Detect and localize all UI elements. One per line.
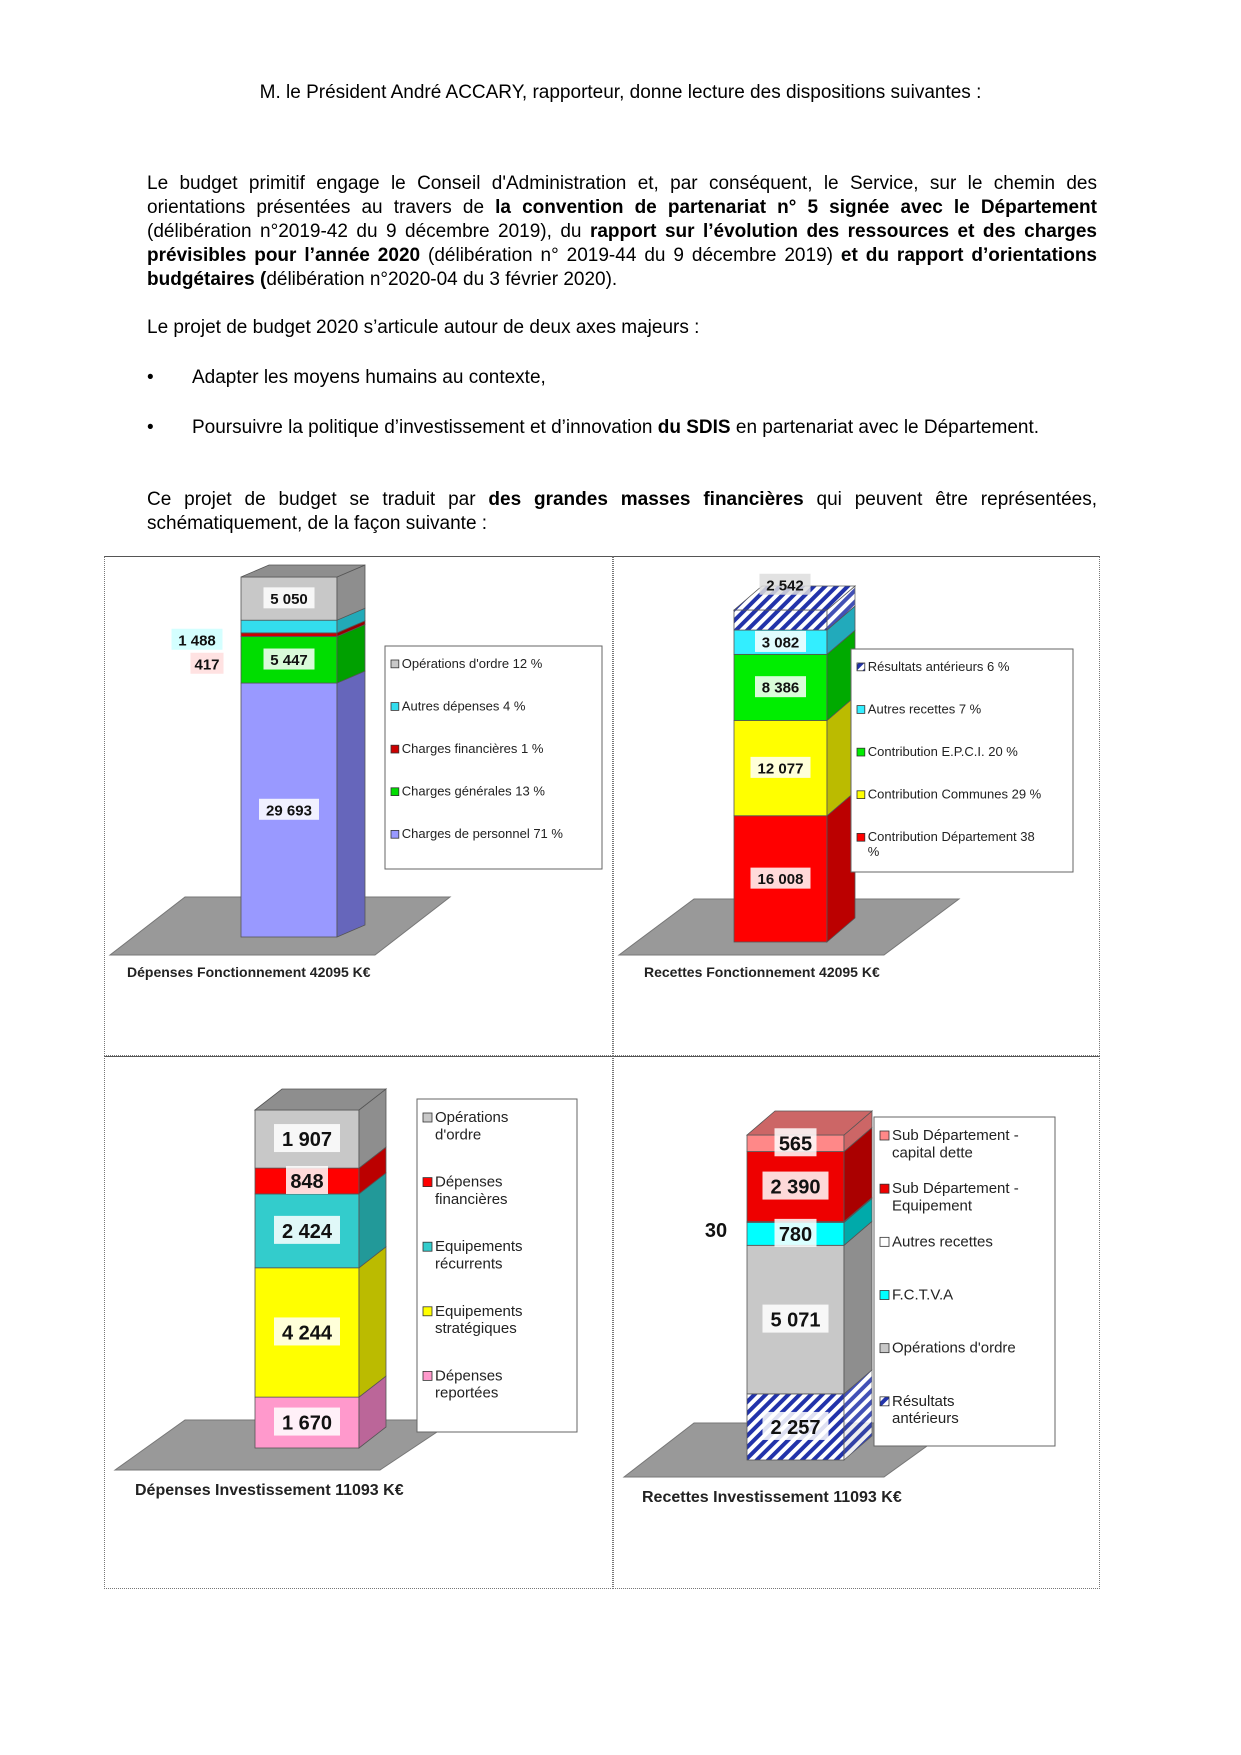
chart-title: Recettes Fonctionnement 42095 K€ (644, 964, 880, 980)
data-label: 30 (704, 1220, 728, 1242)
legend-entry-line: capital dette (892, 1144, 973, 1162)
segment-front (734, 610, 827, 630)
data-label: 1 907 (281, 1129, 333, 1152)
legend-swatch (857, 706, 865, 714)
charts-grid (104, 556, 1100, 1589)
data-label: 780 (778, 1223, 813, 1246)
data-label: 2 257 (770, 1416, 821, 1439)
legend-entry (435, 1303, 523, 1337)
legend-swatch (857, 748, 865, 756)
segment-side (337, 671, 365, 937)
p1-bold-3: et du rapport d’orientations budgétaires ( (147, 245, 1097, 290)
paragraph-budget-intro (147, 172, 1097, 292)
data-label: 3 082 (761, 634, 800, 652)
chart-legend (874, 1117, 1055, 1446)
data-label: 1 670 (281, 1412, 333, 1435)
data-label: 29 693 (266, 802, 312, 820)
p1-text-2: (délibération n°2019-42 du 9 décembre 2019), du (147, 221, 590, 242)
data-label: 2 542 (766, 577, 804, 595)
legend-entry (892, 1393, 959, 1427)
data-label: 2 424 (281, 1220, 333, 1243)
chart-svg (614, 557, 1101, 1057)
legend-entry-line: Equipement (892, 1197, 973, 1215)
paragraph-masses (147, 488, 1097, 536)
data-label: 12 077 (757, 760, 804, 778)
data-label: 2 390 (770, 1176, 821, 1199)
data-label: 4 244 (281, 1322, 333, 1345)
legend-entry (435, 1367, 503, 1401)
segment-front (241, 633, 337, 637)
bullet-icon: • (147, 367, 154, 388)
chart-depenses-fonctionnement (104, 556, 613, 1056)
bullet-text-1: Adapter les moyens humains au contexte, (192, 367, 546, 388)
legend-entry-line: Dépenses (435, 1173, 503, 1191)
legend-entry-line: Résultats (892, 1392, 955, 1410)
chart-svg (614, 1057, 1101, 1590)
legend-swatch (391, 788, 399, 796)
chart-depenses-investissement (104, 1056, 613, 1589)
p1-bold-1: la convention de partenariat n° 5 signée avec le Département (495, 197, 1097, 218)
segment-front (241, 620, 337, 633)
segment-side (844, 1221, 872, 1394)
bullet-text-2 (192, 416, 1097, 440)
data-label: 848 (290, 1171, 324, 1194)
legend-swatch (880, 1131, 889, 1140)
data-label: 5 071 (770, 1309, 821, 1332)
legend-swatch (423, 1307, 432, 1316)
legend-entry: Charges générales 13 % (401, 783, 545, 799)
p3-bold: des grandes masses financières (488, 489, 804, 510)
legend-entry-line: antérieurs (892, 1410, 959, 1428)
p1-bold-2: rapport sur l’évolution des ressources et des charges prévisibles pour l’année 2020 (147, 221, 1097, 266)
data-label: 8 386 (761, 679, 800, 697)
legend-entry: Autres recettes 7 % (867, 701, 982, 717)
legend-swatch (423, 1242, 432, 1251)
chart-title: Recettes Investissement 11093 K€ (642, 1489, 902, 1506)
data-label: 5 050 (270, 590, 308, 608)
legend-entry: Opérations d'ordre (892, 1339, 1016, 1357)
legend-entry: F.C.T.V.A (892, 1286, 954, 1304)
intro-line: M. le Président André ACCARY, rapporteur, donne lecture des dispositions suivantes : (259, 82, 982, 103)
p1-text-3: (délibération n° 2019-44 du 9 décembre 2019) (420, 245, 841, 266)
p1-text-4: délibération n°2020-04 du 3 février 2020). (266, 269, 618, 290)
legend-entry: Résultats antérieurs 6 % (867, 658, 1010, 674)
legend-entry: Autres recettes (892, 1233, 993, 1251)
p3-text-1: Ce projet de budget se traduit par (147, 489, 489, 510)
legend-swatch (880, 1184, 889, 1193)
legend-entry: Opérations d'ordre 12 % (401, 655, 543, 671)
legend-entry-line: Sub Département - (892, 1127, 1019, 1144)
segment-side (359, 1247, 386, 1397)
bullet-item-2 (147, 416, 1097, 440)
legend-entry-line: Equipements (435, 1238, 523, 1256)
paragraph-axes: Le projet de budget 2020 s’articule autour de deux axes majeurs : (147, 317, 700, 338)
legend-swatch (880, 1344, 889, 1353)
legend-swatch (857, 833, 865, 841)
legend-entry (435, 1174, 508, 1208)
legend-entry-line: Equipements (435, 1302, 523, 1320)
chart-recettes-investissement (613, 1056, 1100, 1589)
p3-text-2: qui peuvent être représentées, schématiquement, de la façon suivante : (147, 489, 1097, 534)
p1-text-1: Le budget primitif engage le Conseil d'Administration et, par conséquent, le Service, sur le chemin des orientations présentées au travers de (147, 173, 1097, 218)
legend-swatch (391, 830, 399, 838)
legend-entry-line: Contribution Département 38 (867, 829, 1035, 845)
chart-svg (105, 557, 614, 1057)
legend-entry: Charges financières 1 % (401, 741, 544, 756)
legend-swatch (423, 1371, 432, 1380)
legend-swatch (880, 1237, 889, 1246)
bullet-item-1 (147, 366, 1097, 390)
legend-swatch (391, 660, 399, 668)
legend-swatch (857, 663, 865, 671)
legend-entry-line: stratégiques (435, 1320, 517, 1338)
legend-entry-line: d'ordre (435, 1126, 482, 1144)
legend-swatch (857, 791, 865, 799)
legend-swatch (423, 1178, 432, 1187)
data-label: 565 (778, 1133, 813, 1156)
legend-entry-line: financières (435, 1190, 508, 1208)
data-label: 417 (194, 656, 220, 674)
b2-text-1: Poursuivre la politique d’investissement et d’innovation (192, 417, 658, 438)
bullet-icon: • (147, 417, 154, 438)
legend-entry-line: Opérations (435, 1109, 509, 1126)
chart-recettes-fonctionnement (613, 556, 1100, 1056)
chart-legend (417, 1099, 577, 1432)
chart-legend (851, 649, 1073, 872)
legend-swatch (423, 1113, 432, 1122)
legend-entry-line: reportées (435, 1384, 499, 1402)
legend-entry-line: récurrents (435, 1255, 503, 1273)
b2-bold: du SDIS (657, 417, 731, 438)
data-label: 5 447 (270, 652, 308, 670)
legend-entry-line: % (867, 844, 880, 860)
legend-entry: Autres dépenses 4 % (401, 698, 526, 714)
legend-swatch (880, 1291, 889, 1300)
legend-entry: Charges de personnel 71 % (401, 826, 563, 842)
legend-entry: Contribution E.P.C.I. 20 % (867, 744, 1018, 759)
b2-text-2: en partenariat avec le Département. (730, 417, 1040, 438)
chart-legend (385, 646, 602, 869)
chart-title: Dépenses Investissement 11093 K€ (135, 1482, 404, 1499)
data-label: 1 488 (178, 632, 216, 650)
data-label: 16 008 (757, 871, 804, 889)
legend-entry-line: Sub Département - (892, 1180, 1019, 1198)
chart-svg (105, 1057, 614, 1590)
legend-swatch (391, 703, 399, 711)
legend-swatch (391, 745, 399, 753)
legend-entry: Contribution Communes 29 % (867, 786, 1042, 802)
legend-swatch (880, 1397, 889, 1406)
legend-entry-line: Dépenses (435, 1367, 503, 1385)
chart-title: Dépenses Fonctionnement 42095 K€ (127, 964, 371, 980)
